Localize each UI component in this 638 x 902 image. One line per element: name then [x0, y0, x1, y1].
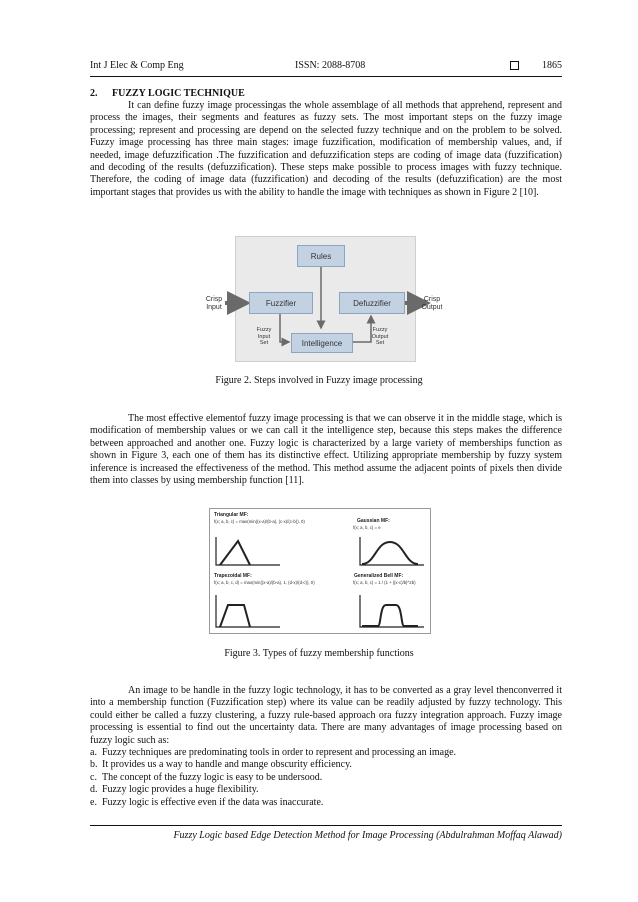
header-divider — [90, 76, 562, 77]
fuzzifier-box: Fuzzifier — [249, 292, 313, 314]
trapezoidal-mf-title: Trapezoidal MF: — [214, 573, 252, 579]
triangular-plot — [216, 537, 280, 565]
fuzzy-input-line-2: Input — [257, 333, 271, 340]
list-marker: d. — [90, 784, 98, 796]
fuzzy-output-line-3: Set — [375, 340, 385, 346]
crisp-input-label — [201, 296, 227, 312]
triangular-mf-title: Triangular MF: — [214, 512, 249, 518]
trapezoidal-plot — [216, 595, 280, 627]
section-number: 2. — [90, 88, 98, 99]
paragraph-2-text: The most effective elementof fuzzy image processing is that we can observe it in the middle stage, which is modification of membership values or we can call it the intelligence step, because this steps makes the difference between approached and another one. Fuzzy logic is characterized by a large variety of memberships function as shown in Figure 3, each one of them has its distinctive effect. Utilizing appropriate membership by fuzzy system inference is increased the effectiveness of the method. This method assume the adjacent points of pixels then divide them into classes by using membership function [11]. — [90, 413, 562, 487]
rules-box: Rules — [297, 245, 345, 267]
list-item — [90, 784, 562, 796]
gaussian-mf-title: Gaussian MF: — [357, 518, 390, 524]
gaussian-plot — [360, 537, 424, 565]
crisp-output-line-1: Crisp — [423, 296, 441, 303]
fuzzifier-to-intelligence-arrow — [280, 313, 289, 342]
section-heading — [90, 88, 245, 99]
bell-mf-formula: f(x; a, b, c) = 1 / (1 + |(x-c)/b|^2b) — [353, 580, 416, 585]
page-number: 1865 — [542, 60, 562, 71]
gaussian-mf-formula: f(x; a, b, c) = e — [353, 525, 381, 530]
list-item-text: Fuzzy logic provides a huge flexibility. — [102, 784, 259, 796]
list-item-text: Fuzzy logic is effective even if the data was inaccurate. — [102, 796, 324, 808]
figure-3-caption: Figure 3. Types of fuzzy membership functions — [224, 648, 414, 659]
list-item-text: The concept of the fuzzy logic is easy to be undersood. — [102, 771, 323, 783]
figure-3-membership-functions — [209, 508, 431, 634]
fuzzy-input-line-1: Fuzzy — [256, 327, 272, 333]
list-item — [90, 797, 562, 809]
figure-2-caption: Figure 2. Steps involved in Fuzzy image processing — [215, 375, 423, 386]
bell-plot — [360, 595, 424, 627]
list-item — [90, 772, 562, 784]
paragraph-1-text: It can define fuzzy image processingas the whole assemblage of all methods that apprehend, represent and process the images, their segments and features as fuzzy sets. The most important steps on the fuzzy image processing; represent and processing are depend on the selected fuzzy technique and on the problem to be solved. Fuzzy image processing has three main stages: image fuzzification, modification of membership values, and, if needed, image defuzzification .The fuzzification and defuzzification steps are coding of image data (fuzzification) and decoding of the results (defuzzification). These steps make possible to process images with fuzzy technique. Therefore, the coding of image data (fuzzification) and decoding of the results (defuzzification) are the most important stages that provides us with the ability to handle the image with techniques as shown in Figure 2 [10]. — [90, 100, 562, 198]
running-footer: Fuzzy Logic based Edge Detection Method for Image Processing (Abdulrahman Moffaq Alawad) — [173, 830, 562, 841]
paragraph-1 — [90, 100, 562, 199]
defuzzifier-box: Defuzzifier — [339, 292, 405, 314]
footer-divider — [90, 825, 562, 826]
checkbox-icon — [510, 61, 519, 70]
fuzzy-output-set-label — [367, 327, 393, 347]
list-marker: c. — [90, 771, 97, 783]
list-marker: e. — [90, 796, 97, 808]
crisp-input-line-1: Crisp — [205, 296, 223, 303]
advantages-list — [90, 747, 562, 809]
list-item — [90, 747, 562, 759]
figure-2-diagram — [175, 236, 475, 362]
trapezoidal-mf-formula: f(x; a, b, c, d) = max(min((x-a)/(b-a), 1, (d-x)/(d-c)), 0) — [214, 580, 315, 585]
bell-mf-title: Generalized Bell MF: — [354, 573, 404, 579]
triangular-mf-formula: f(x; a, b, c) = max(min((x-a)/(b-a), (c-x)/(c-b)), 0) — [214, 519, 305, 524]
fuzzy-output-line-1: Fuzzy — [372, 327, 388, 333]
fuzzy-input-set-label — [253, 327, 275, 347]
paragraph-2 — [90, 413, 562, 487]
fuzzy-output-line-2: Output — [371, 333, 389, 340]
running-header — [90, 60, 562, 74]
journal-name: Int J Elec & Comp Eng — [90, 60, 184, 71]
section-title: FUZZY LOGIC TECHNIQUE — [112, 88, 245, 99]
crisp-output-line-2: Output — [421, 304, 443, 311]
list-item-text: Fuzzy techniques are predominating tools in order to represent and processing an image. — [102, 747, 457, 758]
list-item — [90, 759, 562, 771]
paragraph-3-text: An image to be handle in the fuzzy logic technology, it has to be converted as a gray level thenconverred it into a membership function (Fuzzification step) where its value can be readily adjusted by fuzzy technology. This could either be called a fuzzy clustering, a fuzzy rule-based approach ora fuzzy integration approach. Fuzzy image processing is essential to find out the uncertainty data. There are many advantages of image processing based on fuzzy logic such as: — [90, 685, 562, 746]
fuzzy-input-line-3: Set — [259, 340, 269, 346]
intelligence-box: Intelligence — [291, 333, 353, 353]
list-marker: a. — [90, 747, 97, 758]
list-marker: b. — [90, 759, 98, 771]
figure-3-plots — [210, 509, 432, 635]
list-item-text: It provides us a way to handle and mange obscurity efficiency. — [102, 759, 352, 771]
issn: ISSN: 2088-8708 — [295, 60, 366, 71]
paragraph-3 — [90, 685, 562, 747]
crisp-output-label — [417, 296, 447, 312]
crisp-input-line-2: Input — [206, 304, 222, 311]
